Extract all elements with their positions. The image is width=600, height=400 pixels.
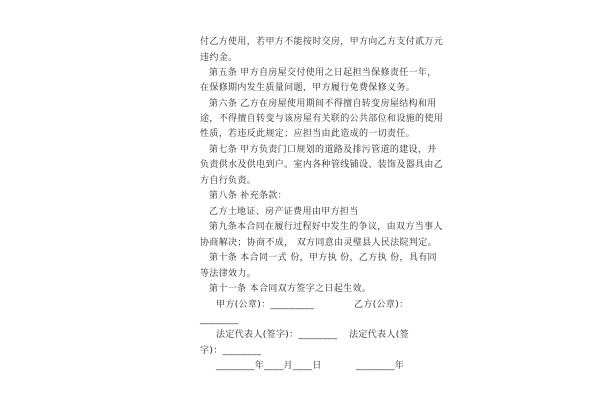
text-line: 在保修期内发生质量问题，甲方履行免费保修义务。 — [200, 83, 416, 93]
text-line: 负责供水及供电到户。室内各种管线铺设、装饰及器具由乙 — [200, 160, 444, 170]
text-line: 协商解决；协商不成， 双方同意由灵璧县人民法院判定。 — [200, 238, 437, 248]
party-a-seal-line: 甲方(公章)：_________ — [216, 300, 315, 310]
article-7-line: 第七条 甲方负责门口规划的道路及排污管道的建设，并 — [209, 145, 437, 155]
party-b-seal-line: 乙方(公章)： — [354, 300, 409, 310]
article-6-line: 第六条 乙方在房屋使用期间不得擅自转变房屋结构和用 — [209, 99, 437, 109]
party-b-representative-line: 法定代表人(签 — [349, 330, 409, 340]
text-line: 等法律效力。 — [200, 269, 257, 279]
text-line: 性质，若违反此规定；应担当由此造成的一切责任。 — [200, 129, 416, 139]
text-line: 方自行负责。 — [200, 176, 257, 186]
text-line: 付乙方使用，若甲方不能按时交房，甲方向乙方支付贰万元 — [200, 37, 444, 47]
text-line: 乙方土地证、房产证费用由甲方担当 — [209, 207, 359, 217]
party-b-seal-blank: ________ — [200, 315, 239, 325]
article-8-line: 第八条 补充条款： — [209, 191, 288, 201]
party-b-representative-blank: 字)：________ — [200, 346, 262, 356]
party-a-date-line: ________年____月____日 — [216, 361, 322, 371]
article-9-line: 第九条本合同在履行过程好中发生的争议，由双方当事人 — [209, 222, 443, 232]
article-11-line: 第十一条 本合同双方签字之日起生效。 — [209, 284, 372, 294]
article-5-line: 第五条 甲方自房屋交付使用之日起担当保修责任一年， — [209, 68, 437, 78]
text-line: 途，不得擅自转变与该房屋有关联的公共部位和设施的使用 — [200, 114, 444, 124]
party-a-representative-line: 法定代表人(签字)：________ — [216, 330, 338, 340]
party-b-date-line: ________年 — [356, 361, 405, 371]
article-10-line: 第十条 本合同一式 份，甲方执 份，乙方执 份，具有同 — [209, 253, 437, 263]
text-line: 违约金。 — [200, 53, 238, 63]
